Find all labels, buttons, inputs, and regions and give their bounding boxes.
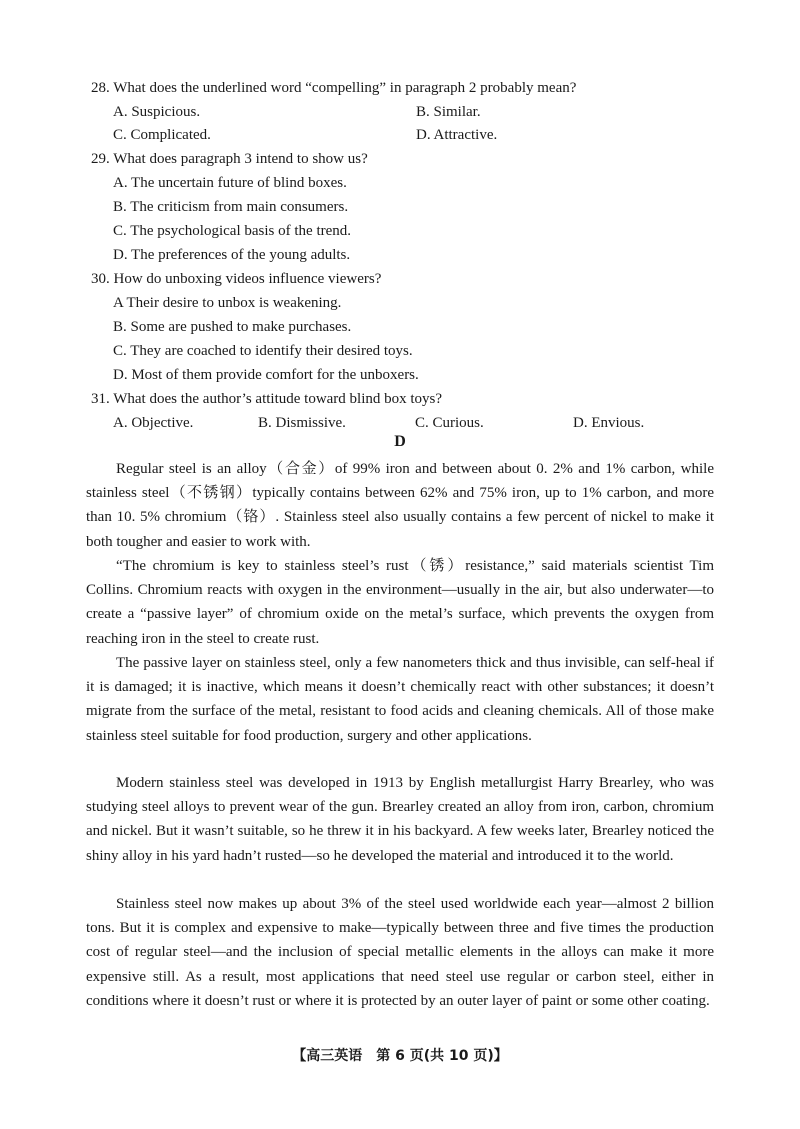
question-30-option-b: B. Some are pushed to make purchases.	[113, 319, 352, 335]
question-31-option-c: C. Curious.	[415, 415, 484, 431]
question-28-stem: 28. What does the underlined word “compelling” in paragraph 2 probably mean?	[91, 80, 577, 96]
question-31-option-d: D. Envious.	[573, 415, 645, 431]
question-29-stem: 29. What does paragraph 3 intend to show us?	[91, 151, 368, 167]
question-29-option-c: C. The psychological basis of the trend.	[113, 223, 352, 239]
passage-paragraph-4: Modern stainless steel was developed in 1913 by English metallurgist Harry Brearley, who was studying steel alloys to prevent wear of the gun. Brearley created an alloy from iron, carbon, chromium and nickel. But it wasn’t suitable, so he threw it in his backyard. A few weeks later, Brearley noticed the shiny alloy in his yard hadn’t rusted—so he developed the material and introduced it to the world.	[86, 775, 714, 864]
passage-paragraph-5: Stainless steel now makes up about 3% of the steel used worldwide each year—almost 2 billion tons. But it is complex and expensive to make—typically between three and five times the production cost of regular steel—and the inclusion of special metallic elements in the alloys can make it more expensive still. As a result, most applications that need steel use regular or carbon steel, either in conditions where it doesn’t rust or where it is protected by an outer layer of paint or some other coating.	[86, 896, 714, 1009]
question-31-option-a: A. Objective.	[113, 415, 194, 431]
passage-title: D	[394, 433, 406, 450]
question-29-option-d: D. The preferences of the young adults.	[113, 247, 351, 263]
question-28-option-b: B. Similar.	[416, 104, 481, 120]
page-footer: 【高三英语 第 6 页(共 10 页)】	[292, 1048, 508, 1064]
passage-paragraph-3: The passive layer on stainless steel, only a few nanometers thick and thus invisible, can self-heal if it is damaged; it is inactive, which means it doesn’t chemically react with other substances; it doesn’t migrate from the surface of the metal, resistant to food acids and cleaning chemicals. All of those make stainless steel suitable for food production, surgery and other applications.	[86, 655, 714, 744]
question-30-option-d: D. Most of them provide comfort for the unboxers.	[113, 367, 419, 383]
passage-paragraph-2: “The chromium is key to stainless steel’s rust（锈）resistance,” said materials scientist Tim Collins. Chromium reacts with oxygen in the environment—usually in the air, but also underwater—to create a “passive layer” of chromium oxide on the metal’s surface, which prevents the oxygen from reaching iron in the steel to create rust.	[86, 558, 714, 647]
question-30-option-c: C. They are coached to identify their desired toys.	[113, 343, 413, 359]
question-28-option-a: A. Suspicious.	[113, 104, 201, 120]
question-28-option-d: D. Attractive.	[416, 127, 498, 143]
question-31-option-b: B. Dismissive.	[258, 415, 346, 431]
question-30-option-a: A Their desire to unbox is weakening.	[113, 295, 342, 311]
question-29-option-b: B. The criticism from main consumers.	[113, 199, 349, 215]
question-28-option-c: C. Complicated.	[113, 127, 211, 143]
question-29-option-a: A. The uncertain future of blind boxes.	[113, 175, 347, 191]
question-31-stem: 31. What does the author’s attitude toward blind box toys?	[91, 391, 443, 407]
question-30-stem: 30. How do unboxing videos influence viewers?	[91, 271, 382, 287]
passage-paragraph-1: Regular steel is an alloy（合金）of 99% iron and between about 0. 2% and 1% carbon, while stainless steel（不锈钢）typically contains between 62% and 75% iron, up to 1% carbon, and more than 10. 5% chromium（铬）. Stainless steel also usually contains a few percent of nickel to make it both tougher and easier to work with.	[86, 461, 714, 550]
